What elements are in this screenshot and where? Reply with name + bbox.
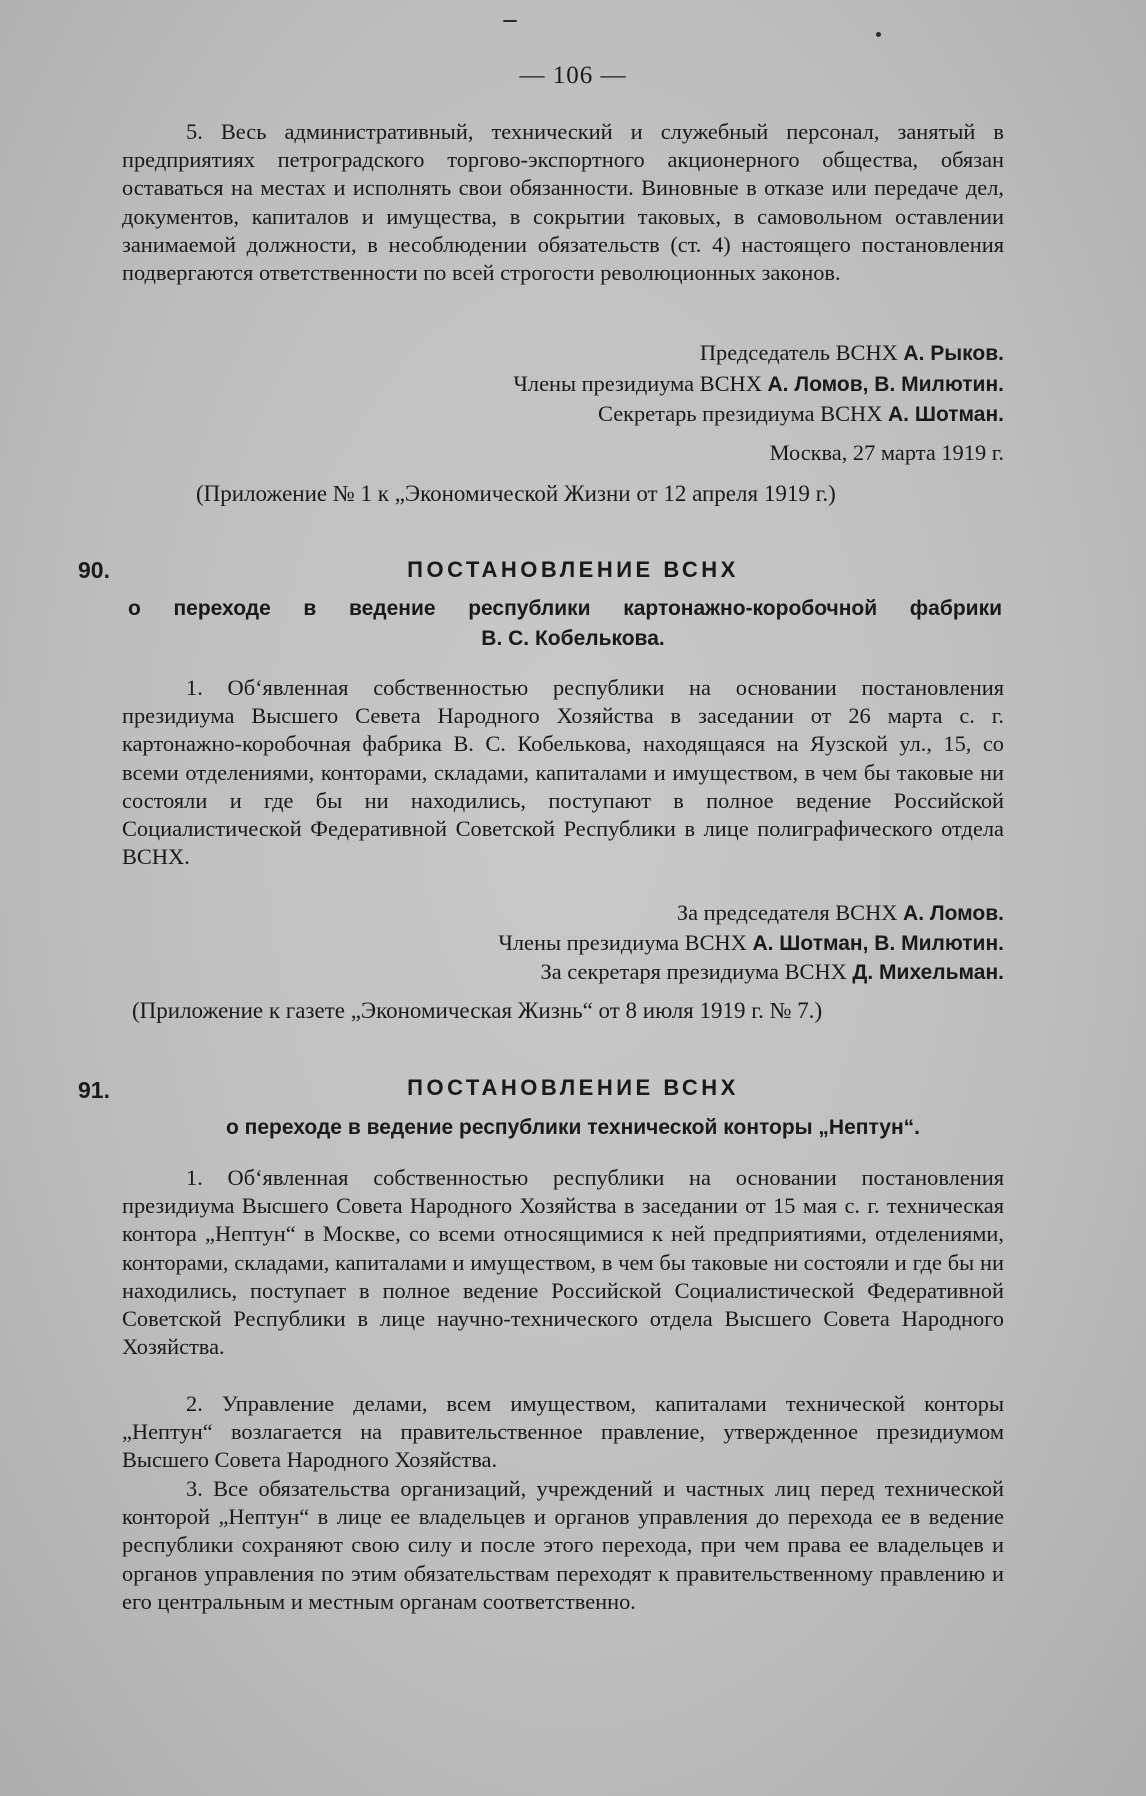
decree-number: 90.: [78, 557, 110, 583]
signature-role: Секретарь президиума ВСНХ: [597, 401, 883, 426]
decree-subtitle: о переходе в ведение республики картонажно-коробочной фабрики: [128, 597, 1002, 620]
signature-names: А. Шотман, В. Милютин.: [752, 932, 1004, 955]
signature-names: А. Рыков.: [903, 342, 1004, 365]
place-date: Москва, 27 марта 1919 г.: [769, 440, 1004, 465]
decree-91-item-1: [122, 1164, 1004, 1361]
signature-role: За председателя ВСНХ: [676, 900, 898, 925]
signature-role: Члены президиума ВСНХ: [513, 371, 762, 396]
signature-line: [677, 898, 1004, 928]
decree-heading: ПОСТАНОВЛЕНИЕ ВСНХ: [407, 1075, 739, 1100]
signature-role: Члены президиума ВСНХ: [498, 930, 747, 955]
signature-role: Председатель ВСНХ: [699, 340, 898, 365]
ink-speck: [876, 32, 881, 37]
appendix-note: (Приложение № 1 к „Экономической Жизни от 12 апреля 1919 г.): [196, 481, 836, 506]
signature-line: [513, 369, 1004, 399]
page-number: — 106 —: [519, 62, 627, 89]
signature-names: А. Шотман.: [888, 403, 1004, 426]
decree-90-item-1: [122, 674, 1004, 871]
item-text: 3. Все обязательства организаций, учреждений и частных лиц перед технической конторой „Нептун“ в лице ее владельцев и органов управления до перехода ее в ведение республики сохраняют свою силу и после этого перехода, при чем права ее владельцев и органов управления по этим обязательствам переходят к правительственному правлению и его центральным и местным органам соответственно.: [122, 1476, 1004, 1614]
item-text: 2. Управление делами, всем имуществом, капиталами технической конторы „Нептун“ возлагается на правительственное правление, утвержденное президиумом Высшего Совета Народного Хозяйства.: [122, 1391, 1004, 1473]
signature-names: Д. Михельман.: [852, 961, 1004, 984]
decree-number: 91.: [78, 1077, 110, 1103]
signature-line: [700, 338, 1004, 368]
signature-names: А. Ломов.: [903, 902, 1004, 925]
signature-line: [498, 928, 1004, 958]
decree-subtitle: В. С. Кобелькова.: [481, 627, 665, 650]
ink-speck: [503, 20, 517, 22]
signature-line: [598, 399, 1004, 429]
decree-heading: ПОСТАНОВЛЕНИЕ ВСНХ: [407, 557, 739, 582]
item-text: 1. Об‘явленная собственностью республики на основании постановления президиума Высшего Совета Народного Хозяйства в заседании от 15 мая с. г. техническая контора „Нептун“ в Москве, со всеми относящимися к ней предприятиями, отделениями, конторами, складами, капиталами и имуществом, в чем бы таковые ни состояли и где бы ни находились, поступает в полное ведение Российской Социалистической Федеративной Советской Республики в лице научно-технического отдела Высшего Совета Народного Хозяйства.: [122, 1165, 1004, 1360]
decree-91-item-2: [122, 1390, 1004, 1475]
signature-line: [541, 957, 1004, 987]
signature-names: А. Ломов, В. Милютин.: [767, 373, 1004, 396]
signature-role: За секретаря президиума ВСНХ: [540, 959, 847, 984]
item-5-paragraph: [122, 118, 1004, 287]
item-text: 1. Об‘явленная собственностью республики на основании постановления президиума Высшего Севета Народного Хозяйства в заседании от 26 марта с. г. картонажно-коробочная фабрика В. С. Кобелькова, находящаяся на Яузской ул., 15, со всеми отделениями, конторами, складами, капиталами и имуществом, в чем бы таковые ни состояли и где бы ни находились, поступают в полное ведение Российской Социалистической Федеративной Советской Республики в лице полиграфического отдела ВСНХ.: [122, 675, 1004, 870]
decree-91-item-3: [122, 1475, 1004, 1616]
item-5-text: 5. Весь административный, технический и служебный персонал, занятый в предприятиях петроградского торгово-экспортного акционерного общества, обязан оставаться на местах и исполнять свои обязанности. Виновные в отказе или передаче дел, документов, капиталов и имущества, в сокрытии таковых, в самовольном оставлении занимаемой должности, в несоблюдении обязательств (ст. 4) настоящего постановления подвергаются ответственности по всей строгости революционных законов.: [122, 119, 1004, 286]
decree-subtitle: о переходе в ведение республики технической конторы „Нептун“.: [226, 1116, 920, 1139]
appendix-note: (Приложение к газете „Экономическая Жизнь“ от 8 июля 1919 г. № 7.): [132, 998, 823, 1023]
